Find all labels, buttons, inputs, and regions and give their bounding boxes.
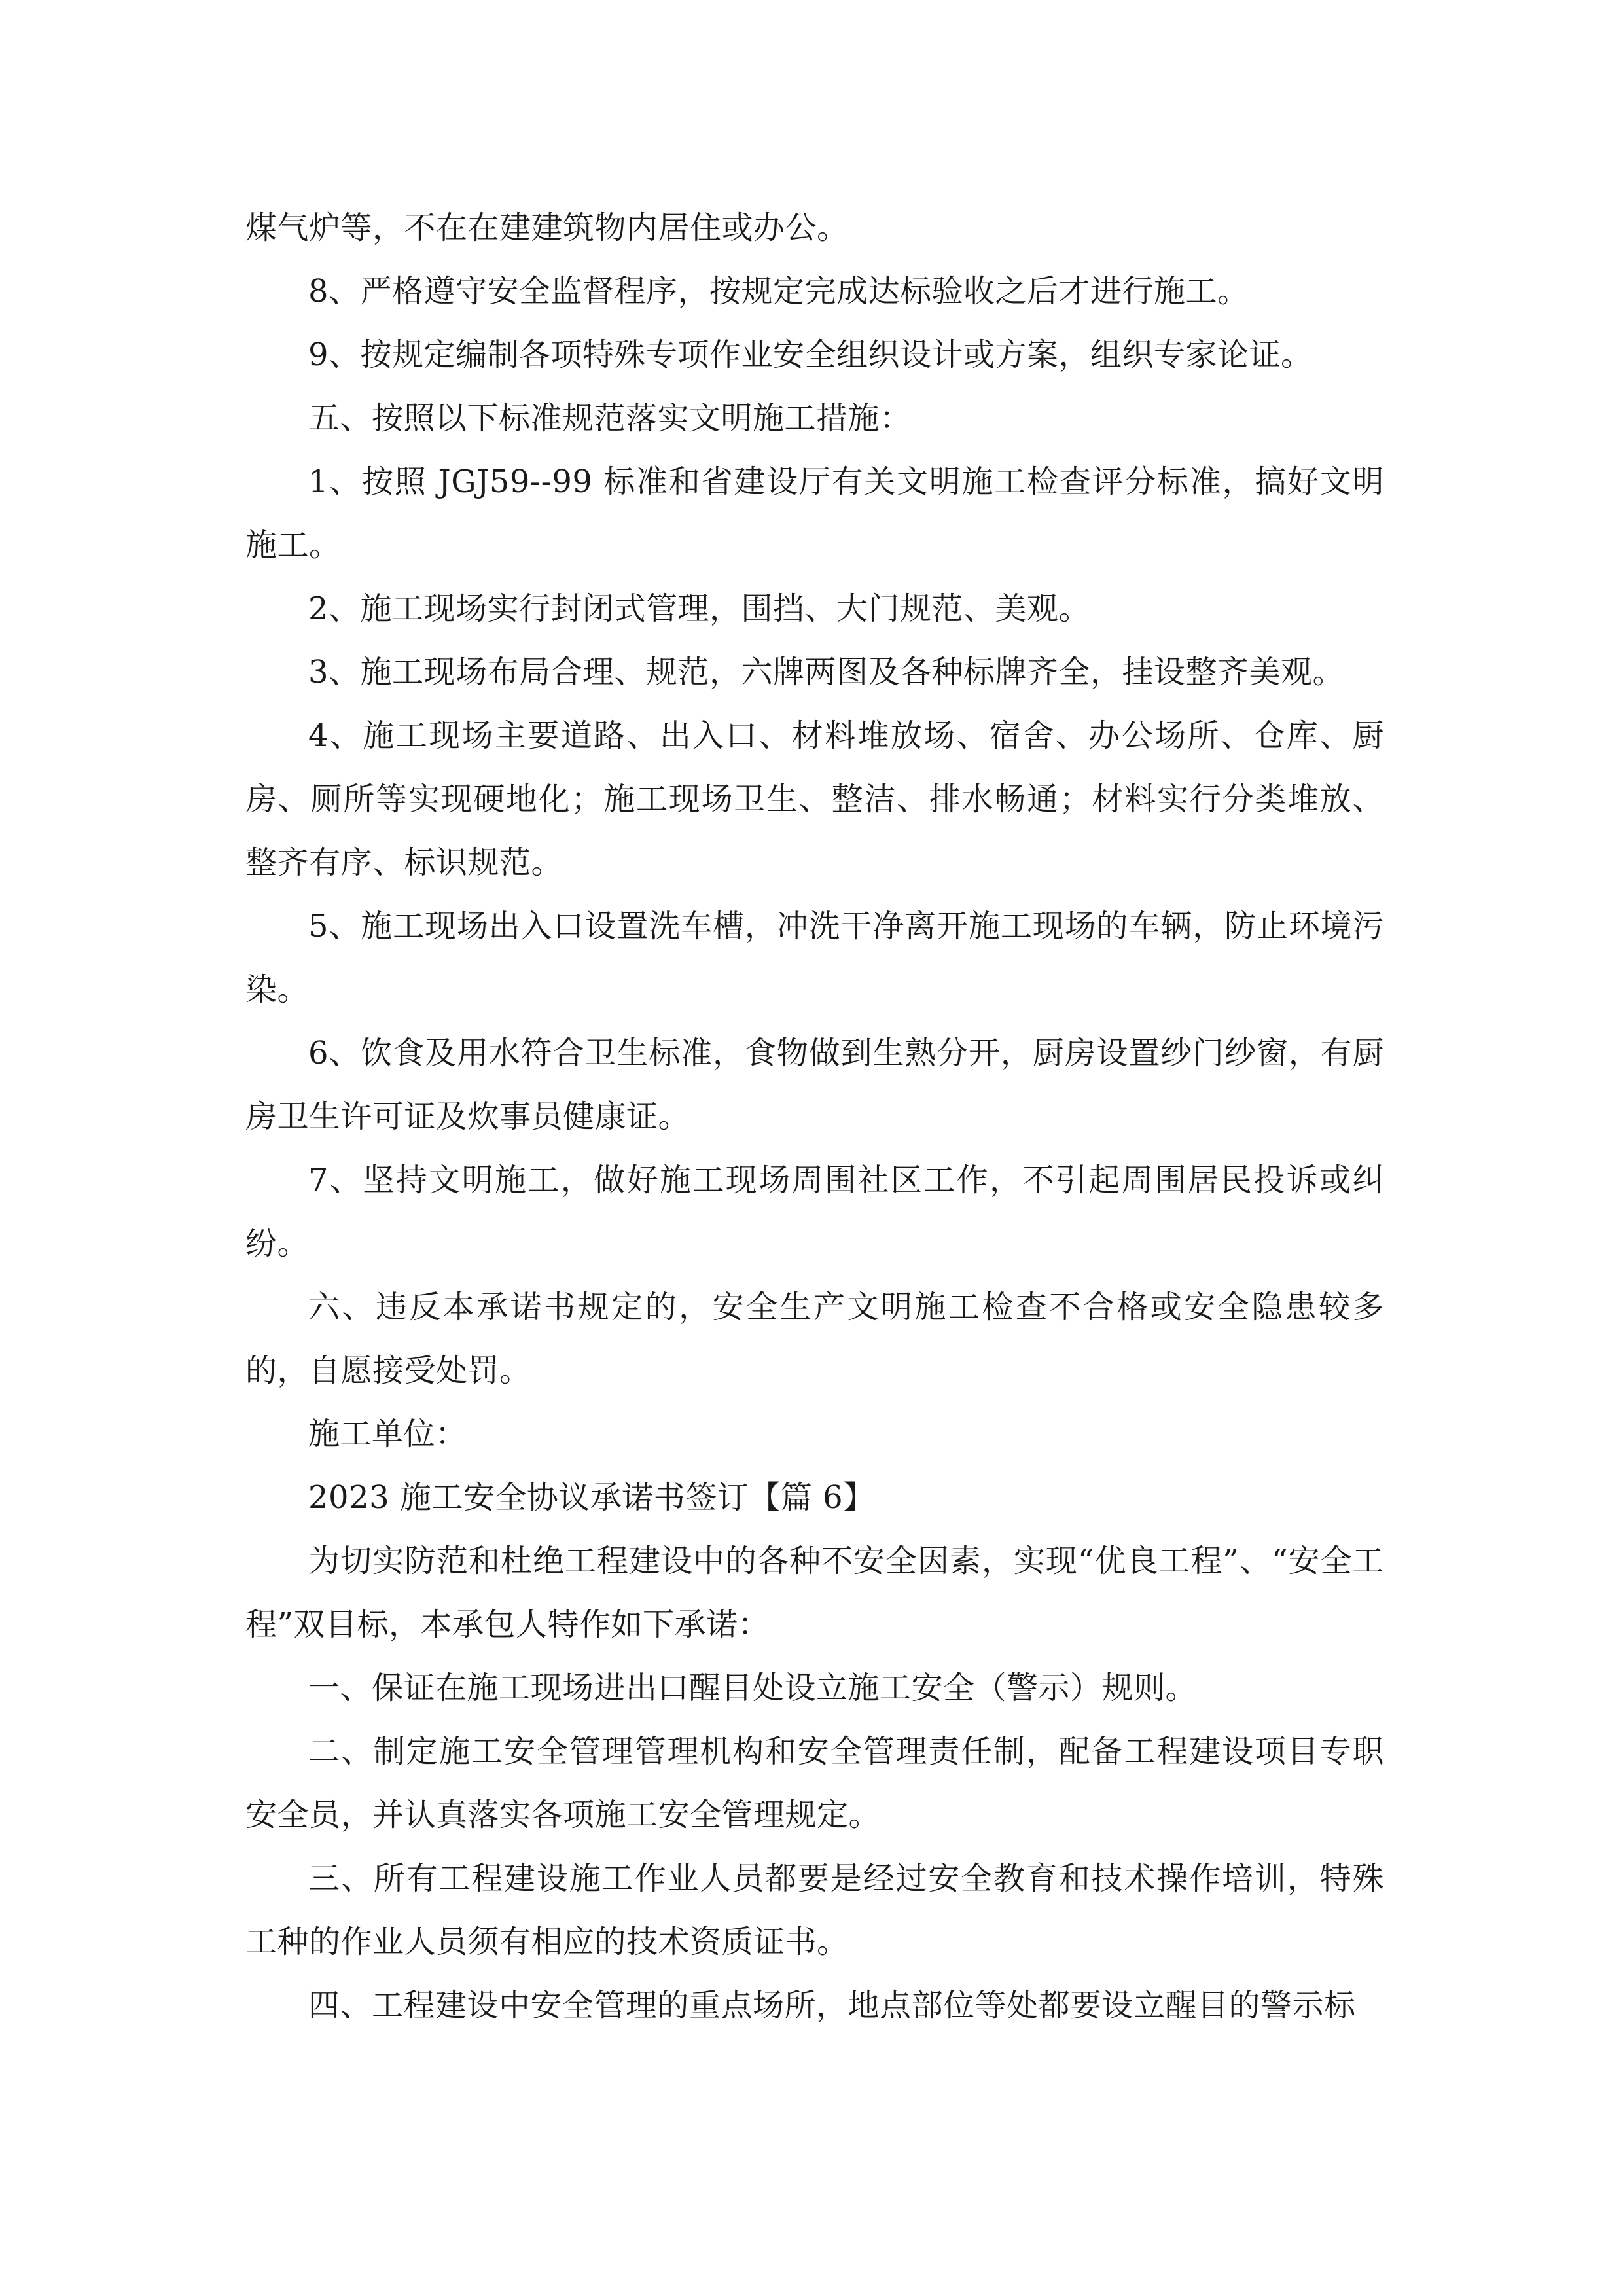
paragraph: 4、施工现场主要道路、出入口、材料堆放场、宿舍、办公场所、仓库、厨房、厕所等实现硬地化；施工现场卫生、整洁、排水畅通；材料实行分类堆放、整齐有序、标识规范。	[245, 717, 1384, 881]
paragraph: 四、工程建设中安全管理的重点场所，地点部位等处都要设立醒目的警示标	[308, 1987, 1356, 2024]
paragraph: 9、按规定编制各项特殊专项作业安全组织设计或方案，组织专家论证。	[308, 336, 1313, 373]
paragraph: 煤气炉等，不在在建建筑物内居住或办公。	[245, 209, 849, 246]
paragraph: 3、施工现场布局合理、规范，六牌两图及各种标牌齐全，挂设整齐美观。	[308, 654, 1345, 691]
paragraph: 8、严格遵守安全监督程序，按规定完成达标验收之后才进行施工。	[308, 273, 1249, 310]
paragraph: 三、所有工程建设施工作业人员都要是经过安全教育和技术操作培训，特殊工种的作业人员须有相应的技术资质证书。	[245, 1860, 1384, 1960]
paragraph: 6、饮食及用水符合卫生标准，食物做到生熟分开，厨房设置纱门纱窗，有厨房卫生许可证及炊事员健康证。	[245, 1035, 1384, 1135]
paragraph: 一、保证在施工现场进出口醒目处设立施工安全（警示）规则。	[308, 1670, 1198, 1706]
paragraph: 为切实防范和杜绝工程建设中的各种不安全因素，实现“优良工程”、“安全工程”双目标，本承包人特作如下承诺：	[245, 1543, 1384, 1643]
paragraph: 7、坚持文明施工，做好施工现场周围社区工作，不引起周围居民投诉或纠纷。	[245, 1162, 1384, 1262]
document-body	[245, 196, 1384, 2037]
paragraph: 5、施工现场出入口设置洗车槽，冲洗干净离开施工现场的车辆，防止环境污染。	[245, 908, 1384, 1008]
paragraph: 六、违反本承诺书规定的，安全生产文明施工检查不合格或安全隐患较多的，自愿接受处罚。	[245, 1289, 1384, 1389]
article-title: 2023 施工安全协议承诺书签订【篇 6】	[308, 1479, 875, 1516]
paragraph: 1、按照 JGJ59--99 标准和省建设厅有关文明施工检查评分标准，搞好文明施工。	[245, 463, 1384, 564]
paragraph: 2、施工现场实行封闭式管理，围挡、大门规范、美观。	[308, 590, 1091, 627]
paragraph: 二、制定施工安全管理管理机构和安全管理责任制，配备工程建设项目专职安全员，并认真落实各项施工安全管理规定。	[245, 1733, 1384, 1833]
signature-label: 施工单位：	[308, 1416, 467, 1452]
section-heading: 五、按照以下标准规范落实文明施工措施：	[308, 400, 912, 437]
